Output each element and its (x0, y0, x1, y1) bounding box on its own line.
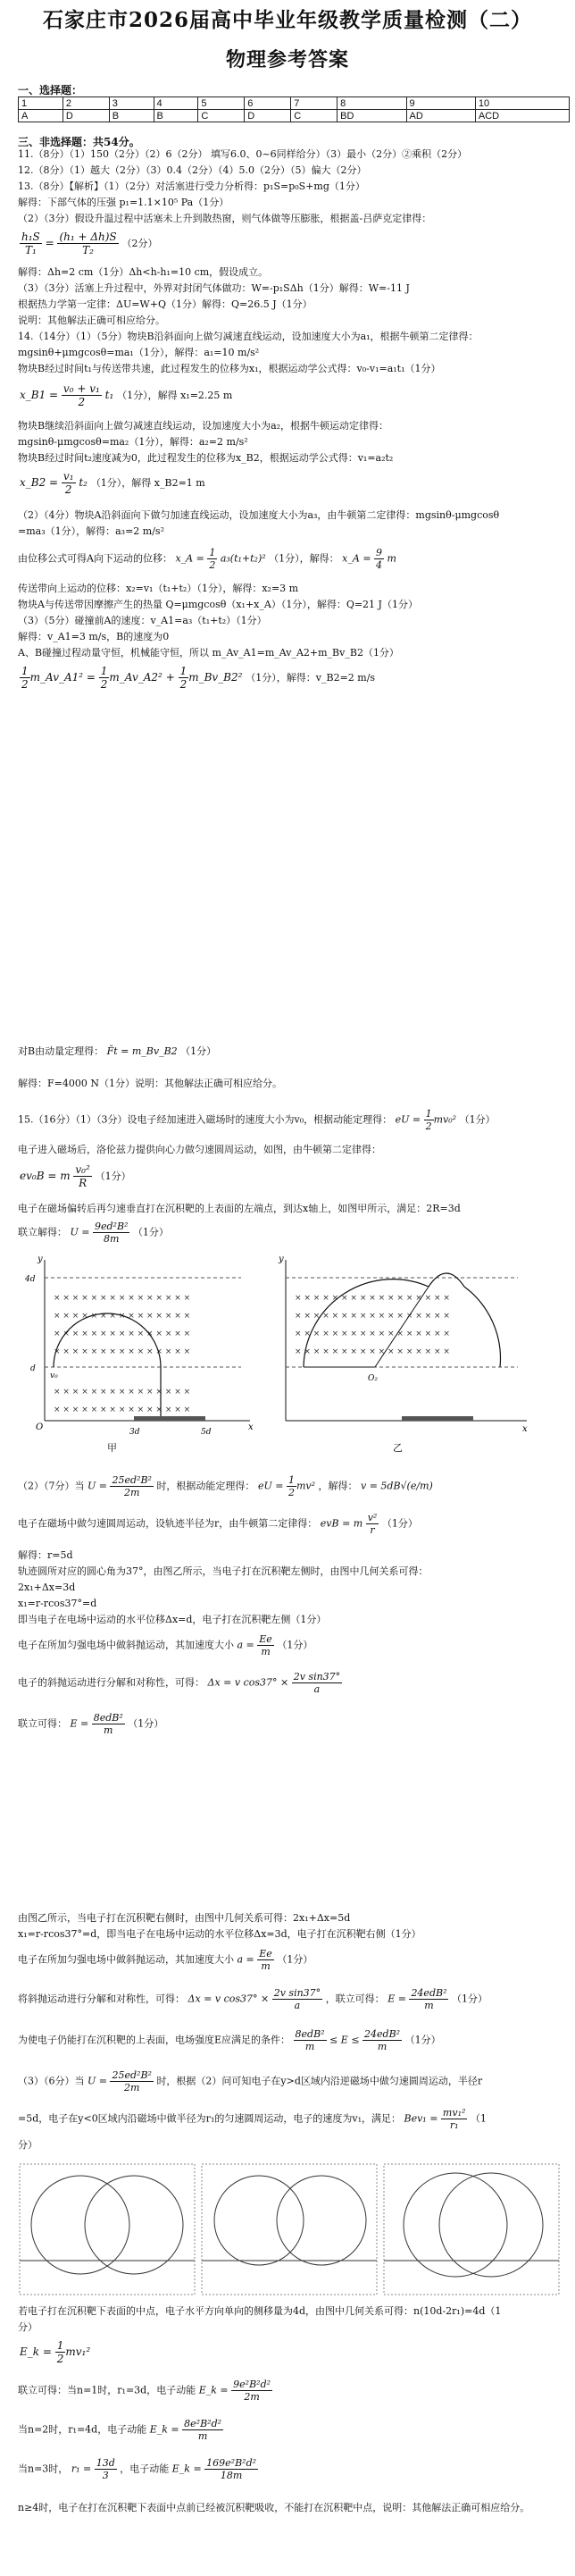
text-line: 物块B继续沿斜面向上做匀减速直线运动，设加速度大小为a₂，根据牛顿运动定律得： (18, 420, 389, 432)
q15-part3-line: （3）（6分）当 U = $\frac{\text{25ed²B²}}{2m}$ 时，根据（2）问可知电子在y>d区域内沿逆磁场中做匀速圆周运动，半径r (18, 2069, 483, 2094)
text-line: （3）（5分）碰撞前A的速度：v_A1=a₃（t₁+t₂）（1分） (18, 615, 267, 626)
q-answer: AD (406, 110, 475, 122)
fraction: $\frac{9}{4}$ (376, 547, 383, 571)
fraction: $\frac{\text{9e²B²d²}}{2m}$ (233, 2379, 271, 2403)
fraction: $\frac{\text{169e²B²d²}}{18m}$ (206, 2457, 257, 2481)
q15-e1-line: 联立可得： E = $\frac{\text{8edB²}}{m}$ （1分） (18, 1712, 164, 1736)
text-line: 解得：v_A1=3 m/s，B的速度为0 (18, 631, 170, 642)
fraction: $\frac{\text{v₁}}{2}$ (62, 470, 74, 496)
panel-3 (384, 2164, 559, 2295)
axis-label-x: x (248, 1422, 254, 1432)
text-line: 轨迹圆所对应的圆心角为37°，由图乙所示，当电子打在沉积靶左侧时，由图中几何关系可得： (18, 1565, 429, 1577)
text-line: 物块B经过时间t₁与传送带共速，此过程发生的位移为x₁，根据运动学公式得：v₀-v₁=a₁t₁（1分） (18, 363, 441, 374)
fraction: $\frac{\text{2v sin37°}}{a}$ (273, 1987, 321, 2011)
q-num: 2 (62, 97, 109, 110)
fraction: $\frac{1}{2}$ (100, 665, 108, 691)
formula-impulse: 对B由动量定理得： F̄t = m_Bv_B2 （1分） (18, 1045, 217, 1057)
q-answer: C (291, 110, 338, 122)
figure-jia (18, 1251, 259, 1439)
fraction: $\frac{\text{(h₁ + Δh)S}}{\text{T₂}}$ (59, 231, 117, 256)
fraction: $\frac{\text{24edB²}}{m}$ (364, 2028, 401, 2052)
tick-label-d: d (30, 1364, 36, 1373)
formula-energy: $\frac{1}{2}$ m_Av_A1² = $\frac{1}{2}$ m_Av_A2² + $\frac{1}{2}$ m_Bv_B2² （1分），解得：v_B2=2 m/s (21, 665, 376, 691)
text-line: 若电子打在沉积靶下表面的中点，电子水平方向单向的侧移量为4d，由图中几何关系可得：n(10d-2r₁)=4d（1 (18, 2305, 502, 2317)
q-num: 10 (475, 97, 569, 110)
q15-n2-line: 当n=2时，r₁=4d，电子动能 E_k = $\frac{\text{8e²B²d²}}{m}$ (18, 2418, 222, 2442)
section-choice-heading: 一、选择题： (18, 84, 83, 96)
figure-three-panels (18, 2162, 562, 2296)
text-line: 即当电子在电场中运动的水平位移Δx=d，电子打在沉积靶左侧（1分） (18, 1614, 327, 1625)
fraction: $\frac{\text{9ed²B²}}{8m}$ (94, 1221, 129, 1245)
svg-text:× × × × × × × × × × × × × × ×: × × × × × × × × × × × × × × × (54, 1312, 191, 1321)
text-line: 14.（14分）（1）（5分）物块B沿斜面向上做匀减速直线运动，设加速度大小为a₁，根据牛顿第二定律得： (18, 331, 479, 342)
text-line: 由图乙所示，当电子打在沉积靶右侧时，由图中几何关系可得：2x₁+Δx=5d (18, 1912, 351, 1924)
panel-2 (202, 2164, 377, 2295)
text-line: 2x₁+Δx=3d (18, 1582, 76, 1593)
q15-dx-line: 电子的斜抛运动进行分解和对称性，可得： Δx = v cos37° × $\frac{\text{2v sin37°}}{a}$ (18, 1671, 341, 1695)
q15-line-1: 15.（16分）（1）（3分）设电子经加速进入磁场时的速度大小为v₀，根据动能定理得： eU = $\frac{1}{2}$ mv₀² （1分） (18, 1108, 496, 1132)
q15-range-line: 为使电子仍能打在沉积靶的上表面，电场强度E应满足的条件： $\frac{\text{8edB²}}{m}$ ≤ E ≤ $\frac{\text{24edB²}}{m}$ （1分） (18, 2028, 441, 2052)
formula-ek: E_k = $\frac{1}{2}$ mv₁² (20, 2339, 91, 2365)
fraction: $\frac{1}{2}$ (425, 1108, 432, 1132)
q15-radius-line: 电子在磁场中做匀速圆周运动，设轨迹半径为r，由牛顿第二定律得： evB = m $\frac{\text{v²}}{r}$ （1分） (18, 1512, 418, 1536)
q-answer: BD (338, 110, 406, 122)
fraction: $\frac{1}{2}$ (288, 1474, 295, 1498)
text-line: 11.（8分）（1）150（2分）（2）6（2分） 填写6.0、0~6同样给分）（3）最小（2分）②乘积（2分） (18, 148, 468, 160)
text-line: 物块B经过时间t₂速度减为0，此过程发生的位移为x_B2，根据运动学公式得：v₁=a₂t₂ (18, 452, 394, 464)
parabola (429, 1273, 464, 1287)
svg-text:× × × × × × × × × × × × × × ×: × × × × × × × × × × × × × × × (54, 1330, 191, 1338)
q15-n1-line: 联立可得：当n=1时，r₁=3d，电子动能 E_k = $\frac{\text{9e²B²d²}}{2m}$ (18, 2379, 271, 2403)
formula-xb1: x_B1 = $\frac{\text{v₀ + v₁}}{2}$ t₁ （1分），解得 x₁=2.25 m (20, 382, 233, 408)
text-line: =ma₃（1分），解得：a₃=2 m/s² (18, 525, 164, 537)
answer-table (18, 96, 570, 122)
fraction: $\frac{\text{24edB²}}{m}$ (411, 1987, 447, 2011)
q15-bev-line: =5d，电子在y<0区域内沿磁场中做半径为r₁的匀速圆周运动，电子的速度为v₁，满足： Bev₁ = $\frac{\text{mv₁²}}{\text{r₁}}$ （1 (18, 2107, 487, 2131)
section-nonchoice-heading: 三、非选择题：共54分。 (18, 136, 140, 148)
text-line: mgsinθ+μmgcosθ=ma₁（1分），解得：a₁=10 m/s² (18, 347, 260, 358)
panel-1 (20, 2164, 195, 2295)
fraction: $\frac{13d}{3}$ (96, 2457, 115, 2481)
svg-text:× × × × × × × × × × × × × × ×: × × × × × × × × × × × × × × × × × (295, 1312, 450, 1321)
fraction: $\frac{Ee}{m}$ (259, 1633, 272, 1657)
doc-title: 石家庄市2026届高中毕业年级教学质量检测（二） (42, 8, 532, 32)
q15-n3-line: 当n=3时， r₁ = $\frac{13d}{3}$ ，电子动能 E_k = $\frac{\text{169e²B²d²}}{18m}$ (18, 2457, 257, 2481)
svg-text:× × × × × × × × × × × × × × ×: × × × × × × × × × × × × × × × × × (295, 1294, 450, 1303)
q-num: 6 (245, 97, 291, 110)
fraction: $\frac{\text{25ed²B²}}{2m}$ (112, 1474, 152, 1498)
q-num: 4 (154, 97, 198, 110)
target-plate (402, 1416, 473, 1421)
formula-u1: 联立解得： U = $\frac{\text{9ed²B²}}{8m}$ （1分） (18, 1221, 169, 1245)
q-answer: A (19, 110, 63, 122)
q15-accel-line: 电子在所加匀强电场中做斜抛运动，其加速度大小 a = $\frac{Ee}{m}$ （1分） (18, 1633, 313, 1657)
q-num: 1 (19, 97, 63, 110)
q-answer: C (198, 110, 245, 122)
text-line: 物块A与传送带因摩擦产生的热量 Q=μmgcosθ（x₁+x_A）（1分），解得：Q=21 J（1分） (18, 599, 418, 610)
fraction: $\frac{1}{2}$ (179, 665, 188, 691)
fraction: $\frac{1}{2}$ (209, 547, 216, 571)
text-line: n≥4时，电子在打在沉积靶下表面中点前已经被沉积靶吸收，不能打在沉积靶中点，说明：其他解法正确可相应给分。 (18, 2502, 530, 2513)
trajectory-arc (464, 1287, 500, 1367)
q-answer: B (154, 110, 198, 122)
origin-label: O (36, 1422, 44, 1432)
figure-caption-jia: 甲 (107, 1442, 117, 1454)
axis-label-y: y (279, 1254, 284, 1264)
text-line: 电子在磁场偏转后再匀速垂直打在沉积靶的上表面的左端点，到达x轴上，如图甲所示，满足：2R=3d (18, 1203, 461, 1214)
q-num: 5 (198, 97, 245, 110)
fraction: $\frac{\text{v²}}{r}$ (367, 1512, 378, 1536)
text-line: mgsinθ-μmgcosθ=ma₂（1分），解得：a₂=2 m/s² (18, 436, 248, 448)
answer-row-numbers (19, 97, 570, 110)
q15-part2-line: （2）（7分）当 U = $\frac{\text{25ed²B²}}{2m}$ 时，根据动能定理得： eU = $\frac{1}{2}$ mv² ，解得： v = 5dB√(e/m) (18, 1474, 433, 1498)
blank-space (18, 1751, 554, 1903)
trajectory-arc (54, 1313, 161, 1367)
fraction: $\frac{\text{v₀²}}{R}$ (75, 1163, 90, 1189)
q-answer: B (109, 110, 154, 122)
q-answer: ACD (475, 110, 569, 122)
text-line: 13.（8分）【解析】（1）（2分）对活塞进行受力分析得：p₁S=p₀S+mg（1分） (18, 180, 365, 192)
q-num: 8 (338, 97, 406, 110)
text-line: 分） (18, 2321, 38, 2333)
svg-text:× × × × × × × × × × × × × × ×: × × × × × × × × × × × × × × × × × (295, 1330, 450, 1338)
field-crosses (54, 1294, 190, 1414)
fraction: $\frac{\text{8e²B²d²}}{m}$ (184, 2418, 222, 2442)
text-line: （2）（4分）物块A沿斜面向下做匀加速直线运动，设加速度大小为a₃，由牛顿第二定律得：mgsinθ-μmgcosθ (18, 509, 500, 521)
text-line: A、B碰撞过程动量守恒，机械能守恒，所以 m_Av_A1=m_Av_A2+m_Bv_B2（1分） (18, 647, 399, 659)
fraction: $\frac{\text{2v sin37°}}{a}$ (293, 1671, 341, 1695)
blank-space (18, 706, 554, 1028)
q15-e2-line: 将斜抛运动进行分解和对称性，可得： Δx = v cos37° × $\frac{\text{2v sin37°}}{a}$ ，联立可得： E = $\frac{\text{24edB²}}{m}$ （1分） (18, 1987, 488, 2011)
text-line: 解得：r=5d (18, 1549, 73, 1561)
fraction: $\frac{1}{2}$ (56, 2339, 64, 2365)
svg-text:× × × × × × × × × × × × × × ×: × × × × × × × × × × × × × × × × × (295, 1347, 450, 1356)
fraction: $\frac{1}{2}$ (21, 665, 29, 691)
svg-text:× × × × × × × × × × × × × × ×: × × × × × × × × × × × × × × × (54, 1405, 191, 1414)
q-num: 3 (109, 97, 154, 110)
text-line: 解得：下部气体的压强 p₁=1.1×10⁵ Pa（1分） (18, 197, 229, 208)
text-line: （2）（3分）假设升温过程中活塞未上升到散热窗，则气体做等压膨胀，根据盖-吕萨克定律得： (18, 213, 432, 224)
fraction: $\frac{\text{mv₁²}}{\text{r₁}}$ (442, 2107, 466, 2131)
text-line: 电子进入磁场后，洛伦兹力提供向心力做匀速圆周运动，如图，由牛顿第二定律得： (18, 1144, 381, 1155)
velocity-label: v₀ (50, 1372, 58, 1380)
fraction: $\frac{\text{25ed²B²}}{2m}$ (112, 2069, 152, 2094)
q15-accel-line-2: 电子在所加匀强电场中做斜抛运动，其加速度大小 a = $\frac{Ee}{m}$ （1分） (18, 1948, 313, 1972)
figure-caption-yi: 乙 (393, 1442, 403, 1454)
tick-label-4d: 4d (25, 1275, 36, 1284)
tick-label-5d: 5d (201, 1428, 212, 1437)
text-line: 12.（8分）（1）越大（2分）（3）0.4（2分）（4）5.0（2分）（5）偏大（2分） (18, 164, 367, 176)
target-plate (134, 1416, 205, 1421)
formula-xa: 由位移公式可得A向下运动的位移： x_A = $\frac{1}{2}$ a₃(t₁+t₂)² （1分），解得： x_A = $\frac{9}{4}$ m (18, 547, 396, 571)
text-line: x₁=r-rcos37°=d，即当电子在电场中运动的水平位移Δx=3d，电子打在沉积靶右侧（1分） (18, 1928, 421, 1940)
text-line: x₁=r-rcos37°=d (18, 1598, 97, 1609)
tick-label-3d: 3d (129, 1428, 140, 1437)
formula-xb2: x_B2 = $\frac{\text{v₁}}{2}$ t₂ （1分），解得 x_B2=1 m (20, 470, 205, 496)
q-num: 7 (291, 97, 338, 110)
formula-gay-lussac: $\frac{\text{h₁S}}{\text{T₁}}$ = $\frac{\text{(h₁ + Δh)S}}{\text{T₂}}$ （2分） (21, 231, 158, 256)
text-line: 根据热力学第一定律：ΔU=W+Q（1分）解得：Q=26.5 J（1分） (18, 298, 312, 310)
formula-lorentz: ev₀B = m $\frac{\text{v₀²}}{R}$ （1分） (20, 1163, 131, 1189)
axis-label-x: x (522, 1424, 528, 1434)
fraction: $\frac{\text{8edB²}}{m}$ (93, 1712, 123, 1736)
text-line: 分） (18, 2139, 38, 2151)
field-crosses (295, 1294, 450, 1356)
fraction: $\frac{\text{h₁S}}{\text{T₁}}$ (21, 231, 40, 256)
q-answer: D (62, 110, 109, 122)
text-line: 解得：F=4000 N（1分）说明：其他解法正确可相应给分。 (18, 1078, 282, 1089)
svg-text:× × × × × × × × × × × × × × ×: × × × × × × × × × × × × × × × (54, 1347, 191, 1356)
center-label: O₂ (368, 1374, 378, 1383)
q-num: 9 (406, 97, 475, 110)
fraction: $\frac{\text{8edB²}}{m}$ (295, 2028, 325, 2052)
doc-subtitle: 物理参考答案 (225, 48, 349, 71)
fraction: $\frac{Ee}{m}$ (259, 1948, 272, 1972)
svg-text:× × × × × × × × × × × × × × ×: × × × × × × × × × × × × × × × (54, 1294, 191, 1303)
text-line: 说明：其他解法正确可相应给分。 (18, 315, 165, 326)
text-line: 解得：Δh=2 cm（1分）Δh<h-h₁=10 cm，假设成立。 (18, 266, 269, 278)
text-line: 传送带向上运动的位移：x₂=v₁（t₁+t₂）（1分），解得：x₂=3 m (18, 583, 299, 594)
answer-row-letters (19, 110, 570, 122)
fraction: $\frac{\text{v₀ + v₁}}{2}$ (62, 382, 100, 408)
q-answer: D (245, 110, 291, 122)
svg-text:× × × × × × × × × × × × × × ×: × × × × × × × × × × × × × × × (54, 1388, 191, 1397)
axis-label-y: y (38, 1254, 43, 1264)
figure-yi (268, 1251, 536, 1439)
text-line: （3）（3分）活塞上升过程中，外界对封闭气体做功：W=-p₁SΔh（1分）解得：W=-11 J (18, 282, 410, 294)
